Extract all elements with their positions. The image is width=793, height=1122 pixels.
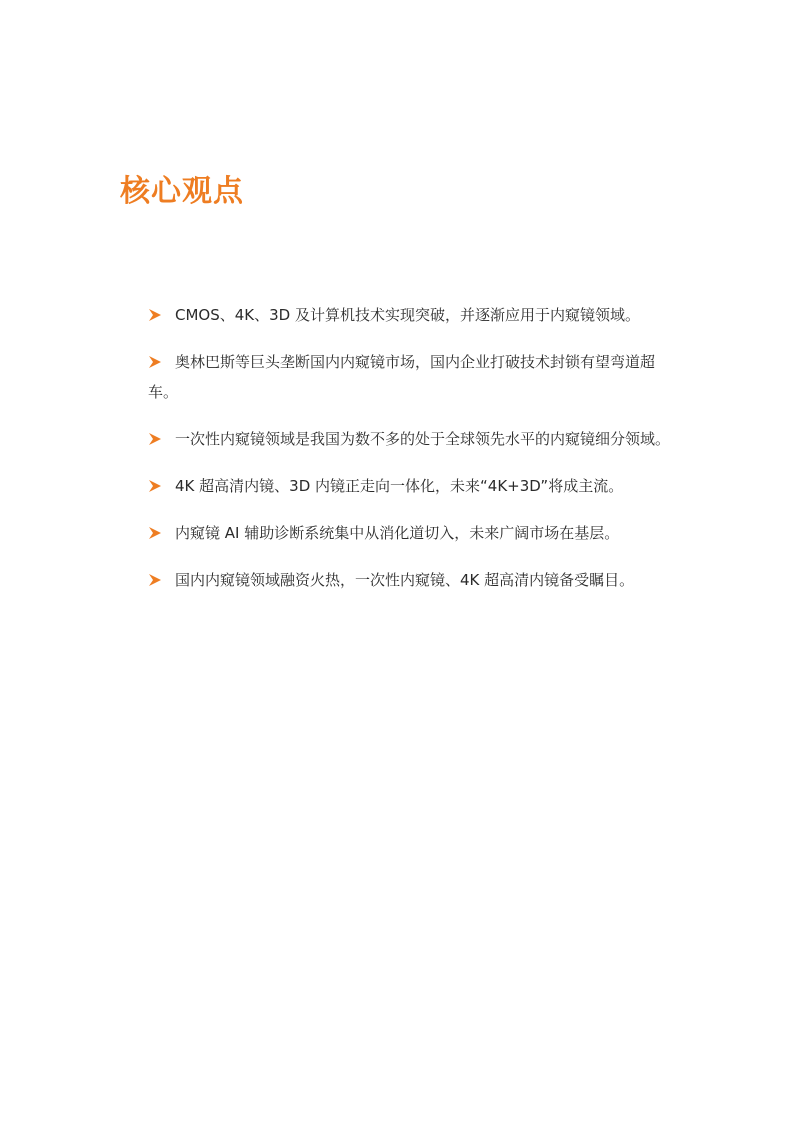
chevron-right-icon (148, 432, 162, 446)
key-point-text: CMOS、4K、3D 及计算机技术实现突破，并逐渐应用于内窥镜领域。 (175, 306, 640, 324)
key-point-text: 奥林巴斯等巨头垄断国内内窥镜市场，国内企业打破技术封锁有望弯道超车。 (148, 353, 656, 401)
key-point-text: 国内内窥镜领域融资火热，一次性内窥镜、4K 超高清内镜备受瞩目。 (175, 571, 635, 589)
key-point-text: 一次性内窥镜领域是我国为数不多的处于全球领先水平的内窥镜细分领域。 (175, 430, 671, 448)
key-point-item (148, 300, 678, 330)
key-point-item (148, 471, 678, 501)
key-point-item (148, 565, 678, 595)
key-point-text: 内窥镜 AI 辅助诊断系统集中从消化道切入，未来广阔市场在基层。 (175, 524, 620, 542)
chevron-right-icon (148, 479, 162, 493)
chevron-right-icon (148, 355, 162, 369)
chevron-right-icon (148, 526, 162, 540)
key-point-item (148, 518, 678, 548)
page-title: 核心观点 (120, 174, 244, 209)
key-point-item (148, 347, 678, 407)
chevron-right-icon (148, 308, 162, 322)
chevron-right-icon (148, 573, 162, 587)
key-point-item (148, 424, 678, 454)
key-point-text: 4K 超高清内镜、3D 内镜正走向一体化，未来“4K+3D”将成主流。 (175, 477, 624, 495)
key-points-list (148, 300, 678, 612)
